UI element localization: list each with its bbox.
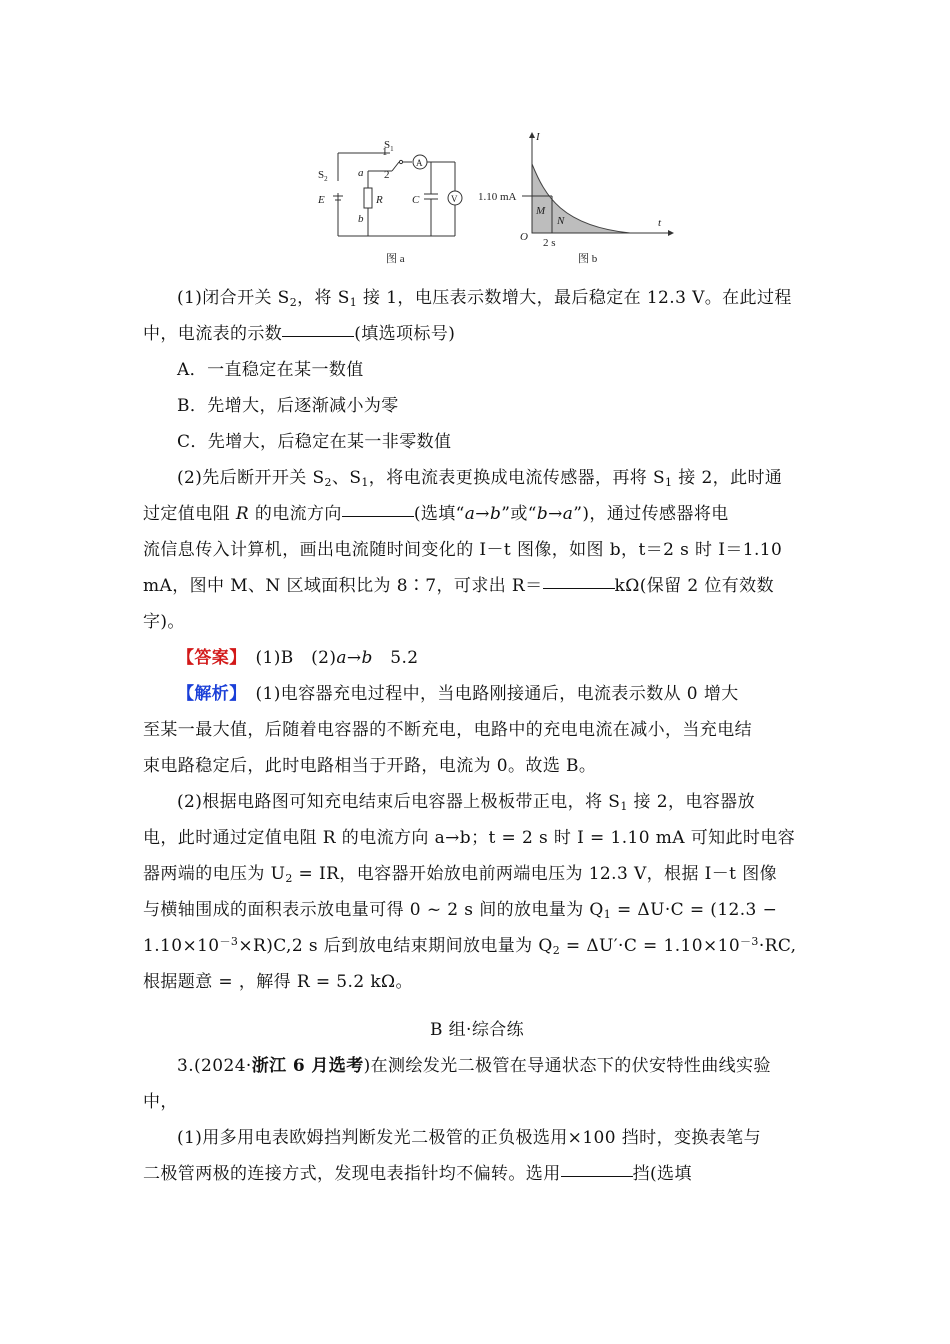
question-2 <box>143 460 811 640</box>
analysis-line-1: 【解析】 (1)电容器充电过程中，当电路刚接通后，电流表示数从 0 增大 <box>177 684 739 704</box>
answer-label: 【答案】 <box>177 648 239 668</box>
caption-a: 图 a <box>386 253 405 265</box>
time-label: 2 s <box>543 237 556 249</box>
axis-i-label: I <box>536 131 540 143</box>
analysis-line-5: 电，此时通过定值电阻 R 的电流方向 a→b；t = 2 s 时 I = 1.10 mA 可知此时电容 <box>143 828 796 848</box>
label-s1: $S_1$ <box>384 139 394 153</box>
analysis-line-7: 与横轴围成的面积表示放电量可得 0 ~ 2 s 间的放电量为 $Q_1 = \Delta U\cdot C = (12.3$ − <box>143 900 778 921</box>
q1-line-2: 中，电流表的示数 (填选项标号) <box>143 324 456 344</box>
label-r: R <box>376 194 383 206</box>
label-c: C <box>412 194 420 206</box>
region-m-label: M <box>536 205 546 217</box>
analysis-block <box>143 676 811 1000</box>
axis-t-label: t <box>658 217 662 229</box>
q3-line-4: 二极管两极的连接方式，发现电表指针均不偏转。选用 挡(选填 <box>143 1164 692 1184</box>
option-a: A．一直稳定在某一数值 <box>177 360 364 380</box>
q2-line-5: 字)。 <box>143 612 185 632</box>
analysis-line-2: 至某一最大值，后随着电容器的不断充电，电路中的充电电流在减小，当充电结 <box>143 720 752 740</box>
label-a: a <box>358 167 364 179</box>
section-b-title: B 组·综合练 <box>429 1020 525 1040</box>
question-3 <box>143 1048 811 1192</box>
answer-blank-2 <box>342 515 414 517</box>
section-b <box>143 1012 811 1048</box>
figure-a-circuit <box>333 153 462 236</box>
q3-line-2: 中， <box>143 1092 178 1112</box>
label-two: 2 <box>384 169 390 181</box>
q1-line-1: (1)闭合开关 $S_2$，将 $S_1$ 接 1，电压表示数增大，最后稳定在 12.3 V。在此过程 <box>177 288 792 309</box>
q2-line-4: mA，图中 M、N 区域面积比为 8∶7，可求出 R＝ kΩ(保留 2 位有效数 <box>143 576 774 596</box>
caption-b: 图 b <box>578 253 598 265</box>
question-1 <box>143 280 811 460</box>
analysis-line-4: (2)根据电路图可知充电结束后电容器上极板带正电，将 $S_1$ 接 2，电容器放 <box>177 792 755 813</box>
analysis-line-9: 根据题意 = ，解得 R = 5.2 kΩ。 <box>143 972 413 992</box>
q3-line-1: 3.(2024·浙江 6 月选考)在测绘发光二极管在导通状态下的伏安特性曲线实验 <box>177 1056 771 1076</box>
answer-line: 【答案】 (1)B (2)a→b 5.2 <box>177 648 419 668</box>
analysis-line-3: 束电路稳定后，此时电路相当于开路，电流为 0。故选 B。 <box>143 756 597 776</box>
figure-b-graph <box>522 132 674 236</box>
analysis-label: 【解析】 <box>177 684 239 704</box>
origin-label: O <box>520 231 528 243</box>
answer-blank-1 <box>282 335 354 337</box>
label-s2: $S_2$ <box>318 169 328 183</box>
voltmeter-label: V <box>451 194 458 204</box>
answer-block <box>143 640 811 676</box>
label-one: 1 <box>382 146 388 158</box>
q2-line-1: (2)先后断开开关 $S_2$、$S_1$，将电流表更换成电流传感器，再将 $S_1$ 接 2，此时通 <box>177 468 783 489</box>
figure-circuit-and-graph <box>300 126 680 271</box>
label-b: b <box>358 213 364 225</box>
analysis-line-6: 器两端的电压为 $U_2$ = IR，电容器开始放电前两端电压为 12.3 V，根据 I－t 图像 <box>143 864 778 885</box>
label-e: E <box>318 194 325 206</box>
current-label: 1.10 mA <box>478 191 517 203</box>
answer-blank-3 <box>543 587 615 589</box>
q2-line-2: 过定值电阻 R 的电流方向 (选填“a→b”或“b→a”)，通过传感器将电 <box>143 504 729 524</box>
q2-line-3: 流信息传入计算机，画出电流随时间变化的 I－t 图像，如图 b，t＝2 s 时 I＝1.10 <box>143 540 783 560</box>
region-n-label: N <box>557 215 565 227</box>
answer-blank-4 <box>561 1175 633 1177</box>
option-b: B．先增大，后逐渐减小为零 <box>177 396 399 416</box>
q3-line-3: (1)用多用电表欧姆挡判断发光二极管的正负极选用×100 挡时，变换表笔与 <box>177 1128 761 1148</box>
option-c: C．先增大，后稳定在某一非零数值 <box>177 432 452 452</box>
ammeter-label: A <box>416 158 423 168</box>
analysis-line-8: $1.10\times 10^{-3}\times R)C,2$ s 后到放电结束期间放电量为 $Q_2 = \Delta U'\cdot C = 1.10\times 10^{-3}\cdot RC$, <box>143 935 797 957</box>
